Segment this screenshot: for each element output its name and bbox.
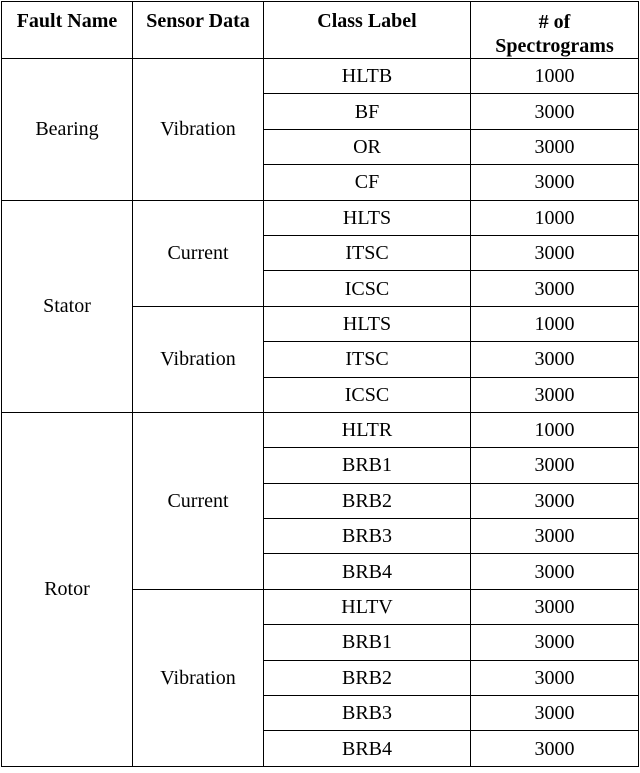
- spectrogram-count: 3000: [471, 377, 639, 412]
- spectrogram-count: 3000: [471, 448, 639, 483]
- table-row: [2, 59, 639, 94]
- class-label: BRB3: [264, 696, 471, 731]
- class-label: BRB1: [264, 448, 471, 483]
- sensor-stator-vibration: Vibration: [133, 306, 264, 412]
- table-row: [2, 412, 639, 447]
- spectrogram-count: 3000: [471, 235, 639, 270]
- spectrogram-count: 3000: [471, 165, 639, 200]
- class-label: HLTS: [264, 306, 471, 341]
- fault-stator: Stator: [2, 200, 133, 412]
- class-label: BRB3: [264, 519, 471, 554]
- class-label: OR: [264, 129, 471, 164]
- header-count-line2: Spectrograms: [495, 35, 614, 57]
- header-sensor-data: Sensor Data: [133, 2, 264, 59]
- class-label: ITSC: [264, 342, 471, 377]
- spectrogram-count: 3000: [471, 660, 639, 695]
- spectrogram-count: 3000: [471, 129, 639, 164]
- class-label: HLTS: [264, 200, 471, 235]
- spectrogram-count: 1000: [471, 59, 639, 94]
- header-row: [2, 2, 639, 59]
- spectrogram-count: 3000: [471, 589, 639, 624]
- class-label: ICSC: [264, 271, 471, 306]
- class-label: BRB4: [264, 731, 471, 766]
- fault-bearing: Bearing: [2, 59, 133, 201]
- fault-rotor: Rotor: [2, 412, 133, 766]
- spectrogram-count: 1000: [471, 306, 639, 341]
- class-label: BRB2: [264, 483, 471, 518]
- sensor-bearing-vibration: Vibration: [133, 59, 264, 201]
- header-class-label: Class Label: [264, 2, 471, 59]
- spectrogram-count: 3000: [471, 519, 639, 554]
- spectrogram-count: 3000: [471, 271, 639, 306]
- header-fault-name: Fault Name: [2, 2, 133, 59]
- spectrogram-count: 3000: [471, 625, 639, 660]
- class-label: CF: [264, 165, 471, 200]
- sensor-stator-current: Current: [133, 200, 264, 306]
- spectrogram-count: 1000: [471, 412, 639, 447]
- class-label: BF: [264, 94, 471, 129]
- fault-dataset-table: [1, 1, 639, 767]
- spectrogram-count: 3000: [471, 554, 639, 589]
- class-label: BRB2: [264, 660, 471, 695]
- class-label: ICSC: [264, 377, 471, 412]
- spectrogram-count: 3000: [471, 696, 639, 731]
- spectrogram-count: 3000: [471, 342, 639, 377]
- spectrogram-count: 3000: [471, 731, 639, 766]
- sensor-rotor-vibration: Vibration: [133, 589, 264, 766]
- class-label: HLTV: [264, 589, 471, 624]
- header-spectrogram-count: [471, 2, 639, 59]
- class-label: BRB1: [264, 625, 471, 660]
- class-label: HLTR: [264, 412, 471, 447]
- spectrogram-count: 3000: [471, 94, 639, 129]
- header-count-line1: # of: [538, 11, 571, 33]
- class-label: ITSC: [264, 235, 471, 270]
- sensor-rotor-current: Current: [133, 412, 264, 589]
- class-label: BRB4: [264, 554, 471, 589]
- spectrogram-count: 3000: [471, 483, 639, 518]
- table-row: [2, 200, 639, 235]
- spectrogram-count: 1000: [471, 200, 639, 235]
- class-label: HLTB: [264, 59, 471, 94]
